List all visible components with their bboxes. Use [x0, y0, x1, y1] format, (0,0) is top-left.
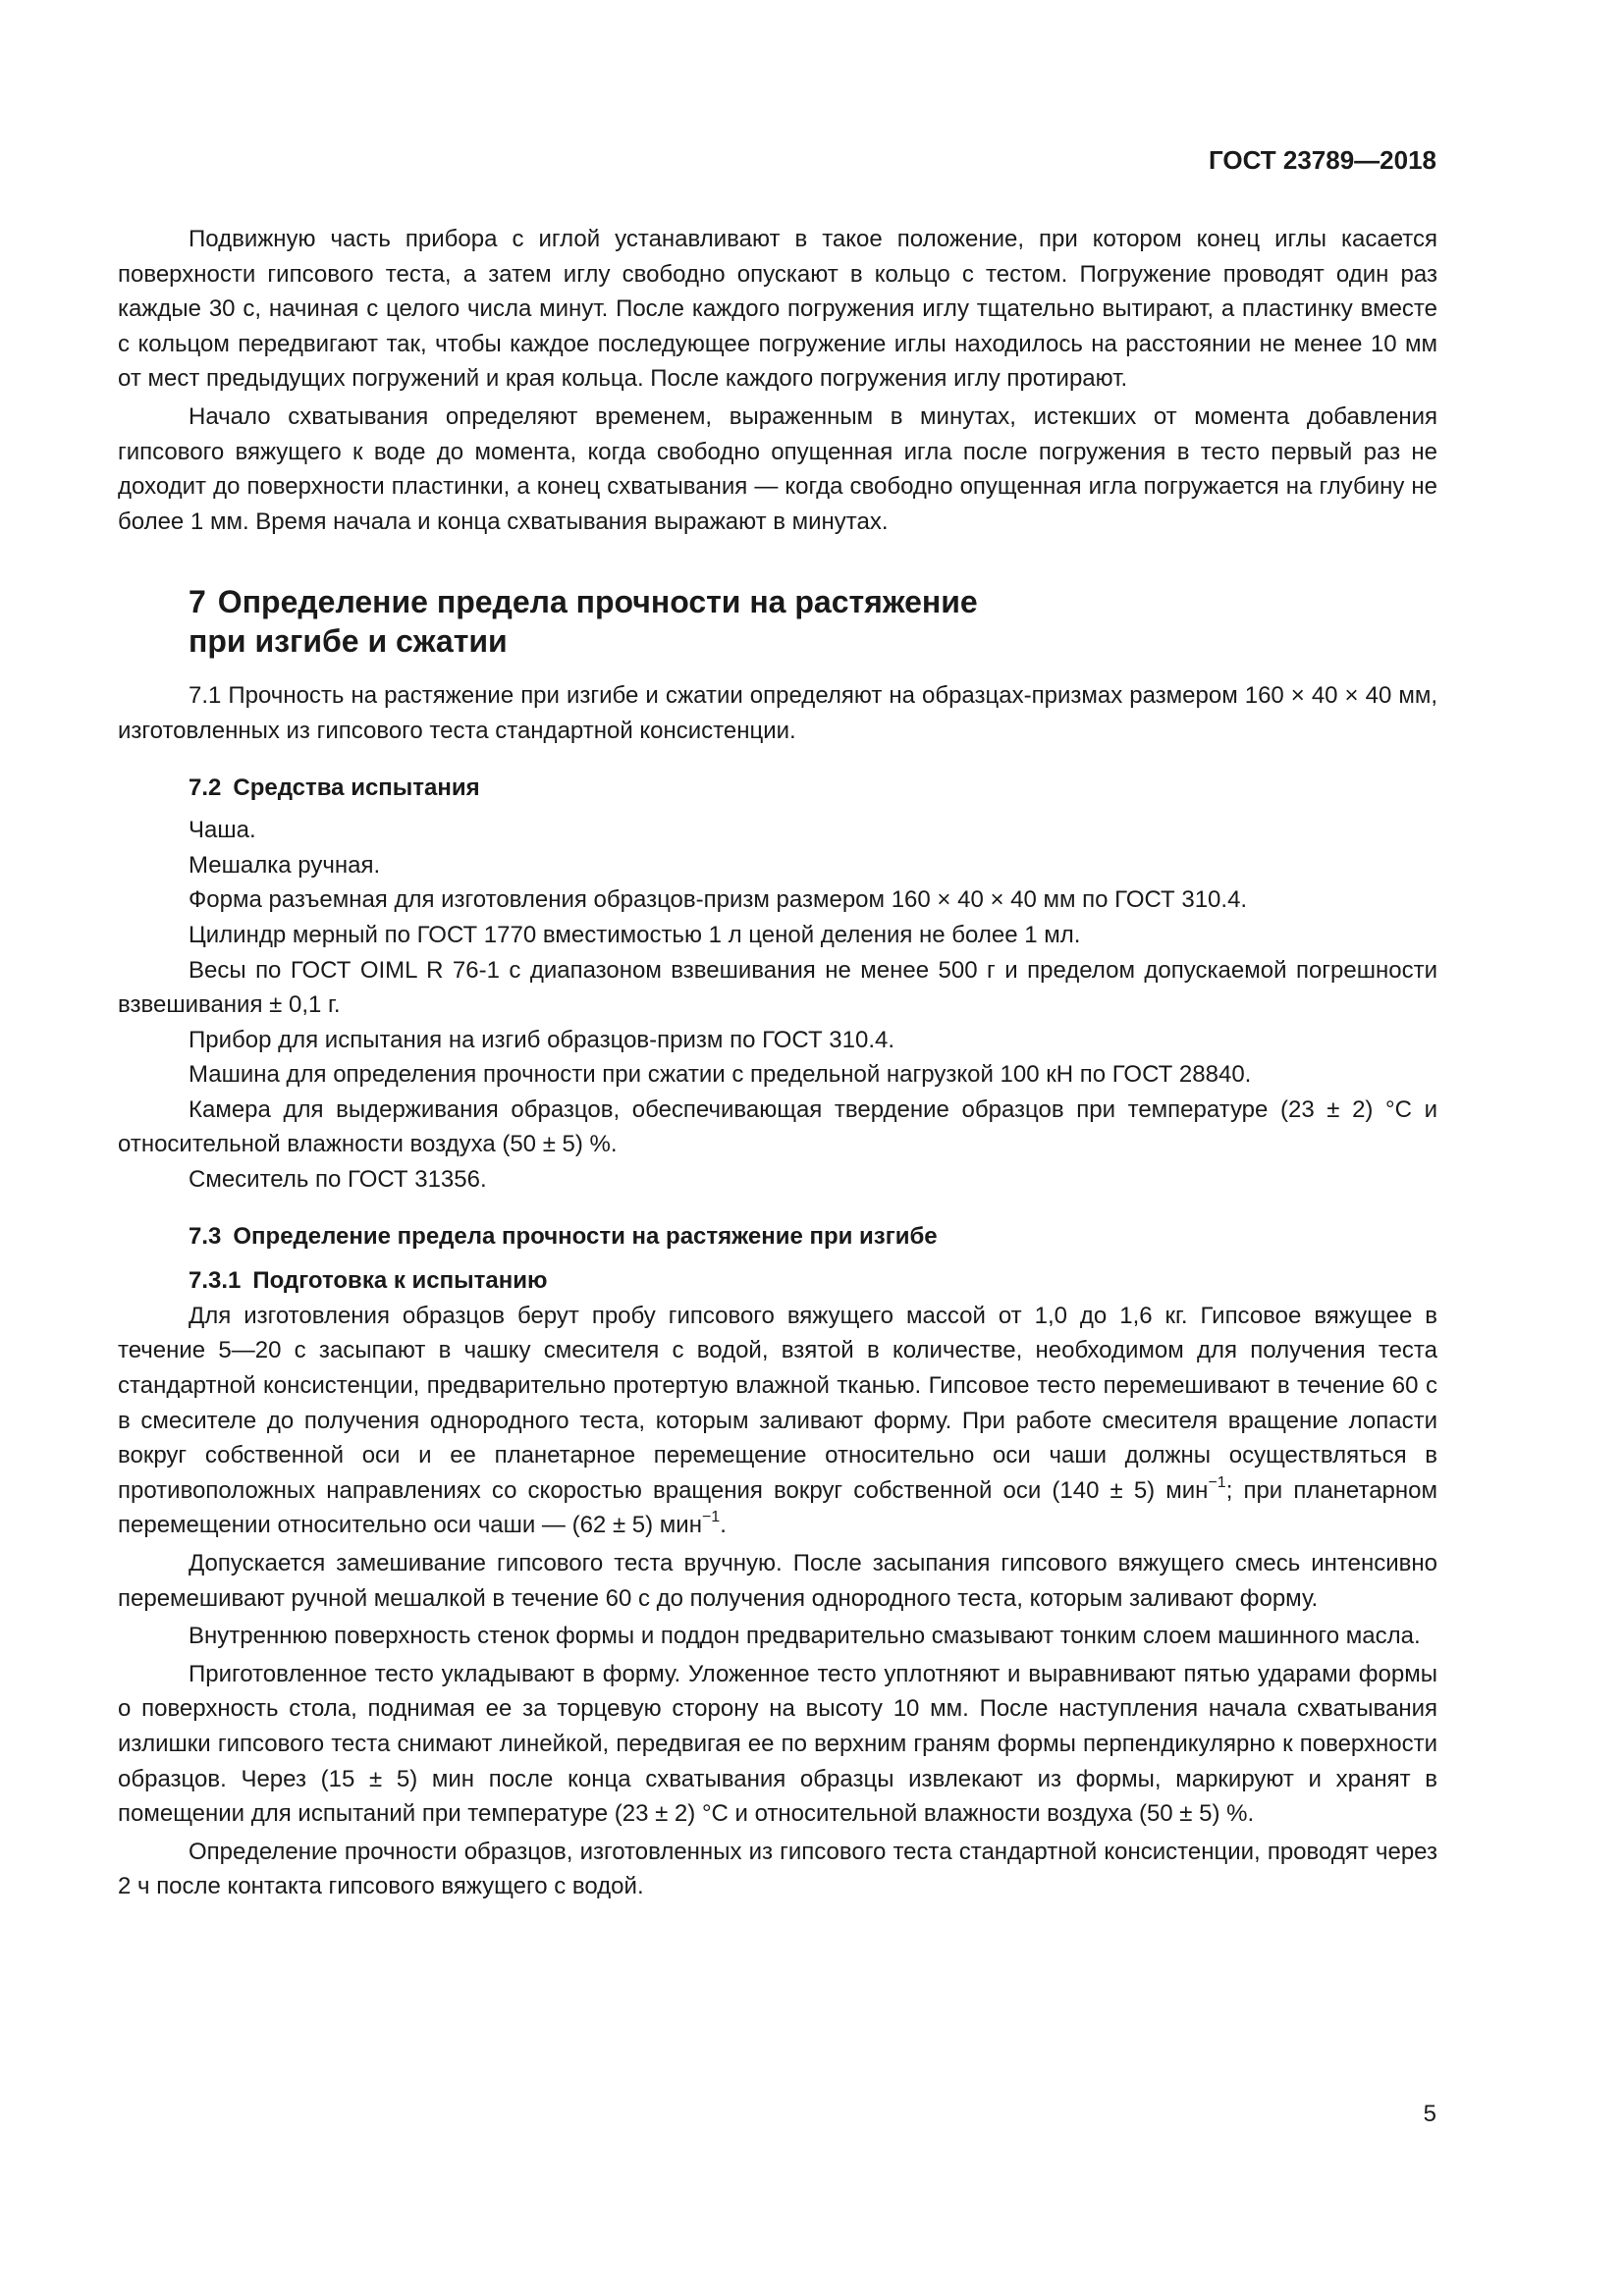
- intro-paragraph-1: Подвижную часть прибора с иглой устанавливают в такое положение, при котором конец иглы касается поверхности гипсового теста, а затем иглу свободно опускают в кольцо с тестом. Погружение проводят один раз каждые 30 с, начиная с целого числа минут. После каждого погружения иглу тщательно вытирают, а пластинку вместе с кольцом передвигают так, чтобы каждое последующее погружение иглы находилось на расстоянии не менее 10 мм от мест предыдущих погружений и края кольца. После каждого погружения иглу протирают.: [118, 226, 1437, 393]
- equipment-item: Прибор для испытания на изгиб образцов-призм по ГОСТ 310.4.: [189, 1026, 895, 1053]
- equipment-item: Цилиндр мерный по ГОСТ 1770 вместимостью 1 л ценой деления не более 1 мл.: [189, 921, 1081, 948]
- equipment-item: Смеситель по ГОСТ 31356.: [189, 1166, 487, 1194]
- subsection-7-3-1-number: 7.3.1: [189, 1267, 242, 1295]
- subsection-7-3-heading: [118, 1219, 1437, 1255]
- paragraph-7-1: 7.1 Прочность на растяжение при изгибе и сжатии определяют на образцах-призмах размером 160 × 40 × 40 мм, изготовленных из гипсового теста стандартной консистенции.: [118, 682, 1437, 744]
- preparation-paragraph-1-text: Для изготовления образцов берут пробу гипсового вяжущего массой от 1,0 до 1,6 кг. Гипсовое вяжущее в течение 5—20 с засыпают в чашку смесителя с водой, взятой в количестве, необходимом для получения теста стандартной консистенции, предварительно протертую влажной тканью. Гипсовое тесто перемешивают в течение 60 с в смесителе до получения однородного теста, которым заливают форму. При работе смесителя вращение лопасти вокруг собственной оси и ее планетарное перемещение относительно оси чаши должны осуществляться в противоположных направлениях со скоростью вращения вокруг собственной оси (140 ± 5) мин: [118, 1302, 1437, 1504]
- equipment-item: Весы по ГОСТ OIML R 76-1 с диапазоном взвешивания не менее 500 г и пределом допускаемой погрешности взвешивания ± 0,1 г.: [118, 956, 1437, 1019]
- preparation-paragraph-1-end: .: [720, 1512, 727, 1539]
- subsection-7-3-title: Определение предела прочности на растяжение при изгибе: [233, 1222, 938, 1250]
- subsection-7-3-number: 7.3: [189, 1222, 222, 1250]
- equipment-item: Мешалка ручная.: [189, 851, 381, 879]
- preparation-paragraph-1: [118, 1299, 1437, 1543]
- document-body: [118, 222, 1437, 1907]
- equipment-item: Чаша.: [189, 817, 256, 844]
- subsection-7-3-1-title: Подготовка к испытанию: [252, 1267, 548, 1295]
- preparation-paragraph-3: Внутреннюю поверхность стенок формы и поддон предварительно смазывают тонким слоем машинного масла.: [189, 1623, 1421, 1650]
- preparation-paragraph-1-text-cont: ; при планетарном перемещении относительно оси чаши — (62 ± 5) мин: [118, 1476, 1437, 1539]
- equipment-item: Машина для определения прочности при сжатии с предельной нагрузкой 100 кН по ГОСТ 28840.: [189, 1061, 1252, 1089]
- subsection-7-3-1-heading: [118, 1263, 1437, 1299]
- preparation-paragraph-5: Определение прочности образцов, изготовленных из гипсового теста стандартной консистенции, проводят через 2 ч после контакта гипсового вяжущего с водой.: [118, 1838, 1437, 1900]
- equipment-item: Форма разъемная для изготовления образцов-призм размером 160 × 40 × 40 мм по ГОСТ 310.4.: [189, 886, 1248, 914]
- section-7-heading: [118, 582, 1437, 661]
- section-7-number: 7: [189, 584, 206, 620]
- subsection-7-2-number: 7.2: [189, 774, 222, 801]
- page-number: 5: [1423, 2101, 1436, 2127]
- preparation-paragraph-2: Допускается замешивание гипсового теста вручную. После засыпания гипсового вяжущего смесь интенсивно перемешивают ручной мешалкой в течение 60 с до получения однородного теста, которым заливают форму.: [118, 1550, 1437, 1612]
- subsection-7-2-title: Средства испытания: [233, 774, 480, 801]
- document-code-header: ГОСТ 23789—2018: [1209, 145, 1436, 175]
- preparation-paragraph-4: Приготовленное тесто укладывают в форму. Уложенное тесто уплотняют и выравнивают пятью ударами формы о поверхность стола, поднимая ее за торцевую сторону на высоту 10 мм. После наступления начала схватывания излишки гипсового теста снимают линейкой, передвигая ее по верхним граням формы перпендикулярно к поверхности образцов. Через (15 ± 5) мин после конца схватывания образцы извлекают из формы, маркируют и хранят в помещении для испытаний при температуре (23 ± 2) °С и относительной влажности воздуха (50 ± 5) %.: [118, 1660, 1437, 1828]
- superscript-minus-one: −1: [1208, 1473, 1226, 1491]
- section-7-title-line1: Определение предела прочности на растяжение: [217, 584, 978, 620]
- superscript-minus-one: −1: [701, 1509, 721, 1526]
- equipment-item: Камера для выдерживания образцов, обеспечивающая твердение образцов при температуре (23 ± 2) °С и относительной влажности воздуха (50 ± 5) %.: [118, 1095, 1437, 1158]
- subsection-7-2-heading: [118, 771, 1437, 806]
- section-7-title-line2: при изгибе и сжатии: [189, 623, 508, 660]
- intro-paragraph-2: Начало схватывания определяют временем, выраженным в минутах, истекших от момента добавления гипсового вяжущего к воде до момента, когда свободно опущенная игла после погружения в тесто первый раз не доходит до поверхности пластинки, а конец схватывания — когда свободно опущенная игла погружается на глубину не более 1 мм. Время начала и конца схватывания выражают в минутах.: [118, 402, 1437, 535]
